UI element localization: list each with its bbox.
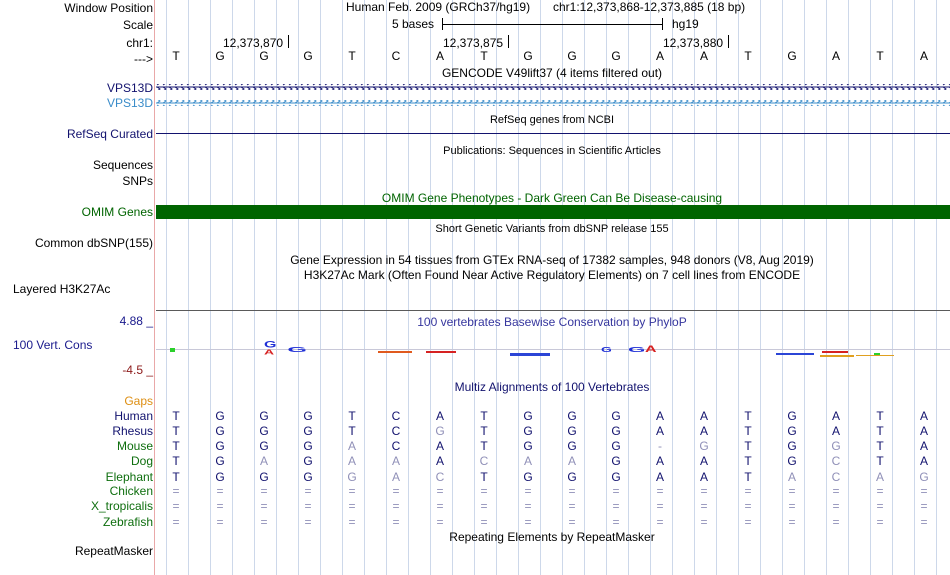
alignment-base: A	[435, 439, 444, 453]
chrom-label: chr1:	[126, 36, 153, 50]
alignment-base: G	[259, 470, 269, 484]
alignment-base: =	[744, 484, 752, 498]
chrom-tick-label: 12,373,880	[663, 36, 724, 50]
species-label[interactable]: Dog	[130, 454, 153, 468]
alignment-base: =	[436, 484, 444, 498]
alignment-base: C	[831, 470, 841, 484]
species-label[interactable]: Zebrafish	[102, 515, 153, 529]
chrom-tick-label: 12,373,870	[223, 36, 284, 50]
gencode-vps13d-label-1[interactable]: VPS13D	[106, 81, 153, 95]
gencode-gene-tracks[interactable]	[156, 80, 950, 110]
alignment-base: G	[787, 454, 797, 468]
alignment-base: =	[524, 484, 532, 498]
phylop-base-mark	[820, 355, 854, 357]
sequence-base: T	[876, 49, 884, 63]
alignment-base: -	[658, 439, 662, 453]
alignment-base: T	[480, 439, 488, 453]
sequence-base: A	[655, 49, 664, 63]
alignment-base: =	[392, 484, 400, 498]
alignment-base: T	[480, 409, 488, 423]
alignment-base: A	[435, 454, 444, 468]
alignment-base: G	[215, 409, 225, 423]
alignment-base: G	[215, 424, 225, 438]
alignment-base: A	[787, 470, 796, 484]
alignment-base: T	[172, 470, 180, 484]
alignment-base: G	[567, 424, 577, 438]
label-separator	[154, 0, 155, 575]
chrom-tick	[728, 35, 729, 48]
alignment-base: T	[744, 424, 752, 438]
alignment-base: A	[699, 424, 708, 438]
alignment-base: =	[260, 499, 268, 513]
snps-label[interactable]: SNPs	[122, 174, 153, 188]
alignment-base: C	[391, 409, 401, 423]
alignment-base: =	[348, 515, 356, 529]
gencode-vps13d-strand-arrows-1	[156, 84, 950, 90]
species-label[interactable]: Chicken	[109, 484, 153, 498]
chrom-tick-label: 12,373,875	[443, 36, 504, 50]
alignment-base: =	[260, 484, 268, 498]
alignment-base: A	[347, 439, 356, 453]
alignment-base: =	[216, 484, 224, 498]
alignment-base: A	[919, 454, 928, 468]
sequence-base: T	[172, 49, 180, 63]
alignment-base: G	[787, 439, 797, 453]
strand-label: --->	[134, 52, 153, 66]
gencode-vps13d-label-2[interactable]: VPS13D	[106, 96, 153, 110]
alignment-base: =	[436, 515, 444, 529]
gaps-label: Gaps	[124, 394, 153, 408]
scale-bar	[442, 24, 662, 25]
alignment-base: G	[523, 409, 533, 423]
omim-genes-label[interactable]: OMIM Genes	[81, 205, 153, 219]
alignment-base: G	[699, 439, 709, 453]
species-label[interactable]: Elephant	[105, 470, 153, 484]
alignment-base: =	[876, 484, 884, 498]
short-variants-title: Short Genetic Variants from dbSNP release 155	[435, 223, 669, 235]
h3k27ac-baseline	[156, 310, 950, 311]
sequence-base: G	[611, 49, 621, 63]
alignment-base: G	[611, 439, 621, 453]
alignment-base: A	[919, 439, 928, 453]
sequence-base: T	[480, 49, 488, 63]
sequence-base: A	[831, 49, 840, 63]
scale-db-text: hg19	[672, 17, 699, 31]
alignment-base: G	[215, 454, 225, 468]
phylop-base-mark	[510, 353, 550, 356]
alignment-base: G	[919, 470, 929, 484]
sequence-base: T	[348, 49, 356, 63]
alignment-base: =	[480, 515, 488, 529]
alignment-base: =	[920, 484, 928, 498]
alignment-base: C	[831, 454, 841, 468]
alignment-base: =	[788, 499, 796, 513]
sequence-base: G	[567, 49, 577, 63]
alignment-base: =	[876, 499, 884, 513]
alignment-base: A	[699, 409, 708, 423]
alignment-base: =	[612, 499, 620, 513]
alignment-base: G	[259, 409, 269, 423]
scale-bar-right-tick	[662, 18, 663, 30]
phylop-base-mark	[822, 351, 848, 353]
alignment-base: G	[435, 424, 445, 438]
alignment-base: G	[611, 424, 621, 438]
alignment-base: A	[919, 424, 928, 438]
alignment-base: =	[348, 499, 356, 513]
alignment-base: G	[567, 470, 577, 484]
alignment-base: =	[524, 515, 532, 529]
alignment-base: =	[304, 499, 312, 513]
species-label[interactable]: Human	[114, 409, 153, 423]
multiz-title: Multiz Alignments of 100 Vertebrates	[454, 380, 650, 394]
alignment-base: G	[303, 439, 313, 453]
phylop-base-mark	[776, 353, 814, 355]
alignment-base: C	[391, 439, 401, 453]
alignment-base: =	[568, 499, 576, 513]
alignment-base: A	[655, 454, 664, 468]
phylop-base-mark: G	[628, 345, 646, 354]
alignment-base: A	[699, 454, 708, 468]
phylop-base-mark: G	[264, 340, 277, 350]
phylop-base-mark: G	[287, 345, 308, 354]
alignment-base: =	[216, 499, 224, 513]
cons-max-label: 4.88 _	[119, 314, 153, 328]
alignment-base: G	[611, 409, 621, 423]
alignment-base: T	[172, 439, 180, 453]
repeatmasker-title: Repeating Elements by RepeatMasker	[449, 530, 655, 544]
alignment-base: =	[832, 484, 840, 498]
alignment-base: T	[172, 424, 180, 438]
sequence-base: A	[435, 49, 444, 63]
alignment-base: =	[436, 499, 444, 513]
alignment-base: G	[567, 409, 577, 423]
alignment-base: =	[700, 515, 708, 529]
species-label[interactable]: Mouse	[116, 439, 153, 453]
alignment-base: T	[876, 454, 884, 468]
vert-cons-label[interactable]: 100 Vert. Cons	[13, 338, 93, 352]
alignment-base: =	[304, 484, 312, 498]
sequences-label[interactable]: Sequences	[92, 158, 153, 172]
alignment-base: T	[876, 409, 884, 423]
alignment-base: T	[348, 424, 356, 438]
scale-bar-left-tick	[442, 18, 443, 30]
alignment-base: A	[699, 470, 708, 484]
refseq-gene-line[interactable]	[156, 133, 950, 134]
cons-min-label: -4.5 _	[122, 363, 153, 377]
alignment-base: =	[392, 515, 400, 529]
omim-title: OMIM Gene Phenotypes - Dark Green Can Be Disease-causing	[381, 191, 723, 205]
alignment-base: G	[523, 439, 533, 453]
publications-title: Publications: Sequences in Scientific Articles	[443, 145, 661, 157]
alignment-base: =	[348, 484, 356, 498]
alignment-base: =	[920, 515, 928, 529]
alignment-base: =	[700, 484, 708, 498]
phylop-conservation-logo[interactable]	[156, 340, 950, 362]
alignment-base: A	[875, 470, 884, 484]
sequence-base: C	[391, 49, 401, 63]
gencode-title: GENCODE V49lift37 (4 items filtered out)	[441, 66, 663, 80]
chrom-tick	[508, 35, 509, 48]
assembly-text: Human Feb. 2009 (GRCh37/hg19)	[346, 0, 531, 14]
sequence-base: T	[744, 49, 752, 63]
alignment-base: G	[787, 424, 797, 438]
sequence-base: G	[787, 49, 797, 63]
alignment-base: C	[435, 470, 445, 484]
alignment-base: G	[259, 439, 269, 453]
alignment-base: =	[656, 499, 664, 513]
alignment-base: A	[831, 409, 840, 423]
sequence-base: A	[699, 49, 708, 63]
alignment-base: A	[259, 454, 268, 468]
alignment-base: G	[567, 439, 577, 453]
alignment-base: =	[700, 499, 708, 513]
alignment-base: A	[391, 470, 400, 484]
alignment-base: =	[788, 515, 796, 529]
alignment-base: A	[435, 409, 444, 423]
sequence-base: G	[523, 49, 533, 63]
alignment-base: G	[523, 470, 533, 484]
alignment-base: =	[656, 484, 664, 498]
alignment-base: G	[523, 424, 533, 438]
phylop-base-mark	[170, 348, 175, 352]
alignment-base: G	[347, 470, 357, 484]
alignment-base: C	[391, 424, 401, 438]
position-text: chr1:12,373,868-12,373,885 (18 bp)	[553, 0, 746, 14]
alignment-base: =	[304, 515, 312, 529]
alignment-base: A	[919, 409, 928, 423]
refseq-curated-label[interactable]: RefSeq Curated	[66, 127, 153, 141]
alignment-base: =	[172, 515, 180, 529]
omim-gene-bar[interactable]	[156, 205, 950, 219]
alignment-base: =	[568, 515, 576, 529]
phylop-base-mark	[426, 351, 456, 353]
species-label[interactable]: Rhesus	[112, 424, 153, 438]
chrom-tick	[288, 35, 289, 48]
alignment-base: G	[787, 409, 797, 423]
gtex-title: Gene Expression in 54 tissues from GTEx RNA-seq of 17382 samples, 948 donors (V8, Aug 2019)	[290, 253, 814, 267]
alignment-base: G	[303, 454, 313, 468]
alignment-base: G	[215, 439, 225, 453]
alignment-base: =	[656, 515, 664, 529]
alignment-base: T	[876, 424, 884, 438]
alignment-base: =	[260, 515, 268, 529]
alignment-base: G	[215, 470, 225, 484]
alignment-base: T	[172, 454, 180, 468]
alignment-base: =	[172, 499, 180, 513]
repeatmasker-label[interactable]: RepeatMasker	[74, 544, 153, 558]
alignment-base: =	[612, 484, 620, 498]
species-label[interactable]: X_tropicalis	[90, 499, 153, 513]
scale-label: Scale	[122, 18, 153, 32]
alignment-base: =	[524, 499, 532, 513]
phylop-base-mark	[856, 355, 894, 356]
alignment-base: G	[303, 470, 313, 484]
alignment-base: =	[480, 484, 488, 498]
alignment-base: =	[920, 499, 928, 513]
phylop-base-mark	[378, 351, 412, 353]
alignment-base: =	[480, 499, 488, 513]
alignment-base: =	[744, 499, 752, 513]
alignment-base: =	[832, 499, 840, 513]
alignment-base: T	[876, 439, 884, 453]
phylop-base-mark: A	[264, 348, 275, 357]
alignment-base: A	[523, 454, 532, 468]
alignment-base: C	[479, 454, 489, 468]
alignment-base: T	[348, 409, 356, 423]
alignment-base: =	[744, 515, 752, 529]
sequence-base: A	[919, 49, 928, 63]
alignment-base: T	[480, 470, 488, 484]
phylop-base-mark: G	[601, 345, 612, 355]
alignment-base: G	[611, 470, 621, 484]
alignment-base: A	[655, 470, 664, 484]
alignment-base: =	[568, 484, 576, 498]
alignment-base: T	[744, 439, 752, 453]
alignment-base: A	[567, 454, 576, 468]
alignment-base: =	[788, 484, 796, 498]
alignment-base: A	[831, 424, 840, 438]
alignment-base: T	[744, 454, 752, 468]
h3k27ac-title: H3K27Ac Mark (Often Found Near Active Regulatory Elements) on 7 cell lines from ENCODE	[303, 268, 801, 282]
alignment-base: T	[744, 409, 752, 423]
alignment-base: T	[744, 470, 752, 484]
phylop-base-mark: A	[645, 343, 657, 355]
alignment-base: T	[172, 409, 180, 423]
alignment-base: G	[303, 409, 313, 423]
refseq-title: RefSeq genes from NCBI	[489, 114, 615, 126]
alignment-base: =	[612, 515, 620, 529]
alignment-base: =	[172, 484, 180, 498]
alignment-base: =	[392, 499, 400, 513]
common-dbsnp-label[interactable]: Common dbSNP(155)	[34, 236, 153, 250]
alignment-base: G	[259, 424, 269, 438]
gencode-vps13d-strand-arrows-2	[156, 100, 950, 106]
layered-h3k27ac-label[interactable]: Layered H3K27Ac	[13, 282, 111, 296]
sequence-base: G	[259, 49, 269, 63]
alignment-base: =	[876, 515, 884, 529]
alignment-base: A	[347, 454, 356, 468]
phylop-title: 100 vertebrates Basewise Conservation by PhyloP	[417, 315, 687, 329]
sequence-base: G	[215, 49, 225, 63]
alignment-base: =	[832, 515, 840, 529]
alignment-base: A	[655, 424, 664, 438]
window-position-label: Window Position	[64, 1, 153, 15]
alignment-base: T	[480, 424, 488, 438]
alignment-base: A	[391, 454, 400, 468]
scale-bar-text: 5 bases	[392, 17, 435, 31]
sequence-base: G	[303, 49, 313, 63]
alignment-base: A	[655, 409, 664, 423]
alignment-base: G	[831, 439, 841, 453]
alignment-base: =	[216, 515, 224, 529]
alignment-base: G	[303, 424, 313, 438]
alignment-base: G	[611, 454, 621, 468]
